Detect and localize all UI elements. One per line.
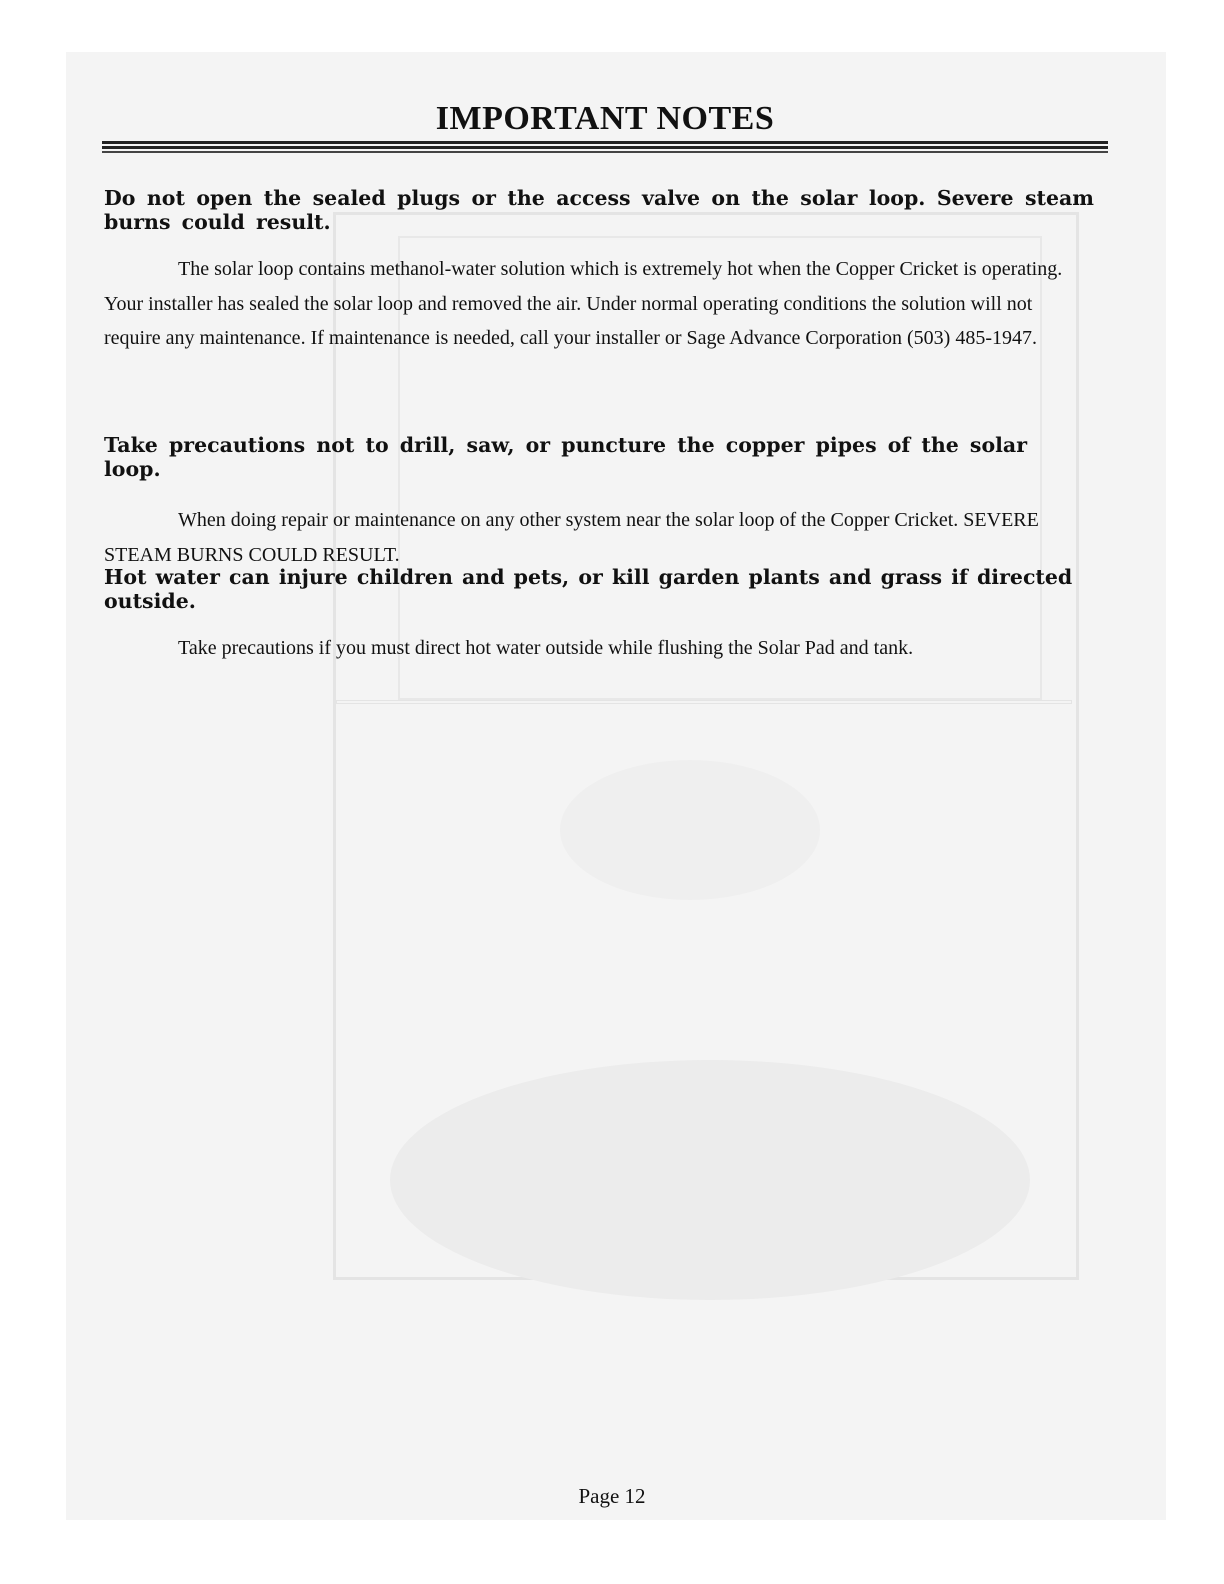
title-rule [102,141,1108,155]
title-rule-line [102,151,1108,153]
section-heading-hot-water: Hot water can injure children and pets, or kill garden plants and grass if directed outside. [104,565,1073,613]
page-number: Page 12 [578,1484,646,1508]
title-rule-line [102,146,1108,149]
section-heading-copper-pipes: Take precautions not to drill, saw, or puncture the copper pipes of the solar loop. [104,433,1028,481]
section-body-sealed-plugs: The solar loop contains methanol-water solution which is extremely hot when the Copper Cricket is operating. Your installer has sealed the solar loop and removed the air. Under normal operating conditions the solution will not require any maintenance. If maintenance is needed, call your installer or Sage Advance Corporation (503) 485-1947. [104,258,1063,349]
page-title: IMPORTANT NOTES [435,100,775,137]
title-rule-line [102,141,1108,144]
section-body-hot-water: Take precautions if you must direct hot water outside while flushing the Solar Pad and tank. [178,637,914,659]
section-heading-sealed-plugs: Do not open the sealed plugs or the access valve on the solar loop. Severe steam burns could result. [104,186,1094,234]
section-body-copper-pipes: When doing repair or maintenance on any other system near the solar loop of the Copper Cricket. SEVERE STEAM BURNS COULD RESULT. [104,509,1039,566]
